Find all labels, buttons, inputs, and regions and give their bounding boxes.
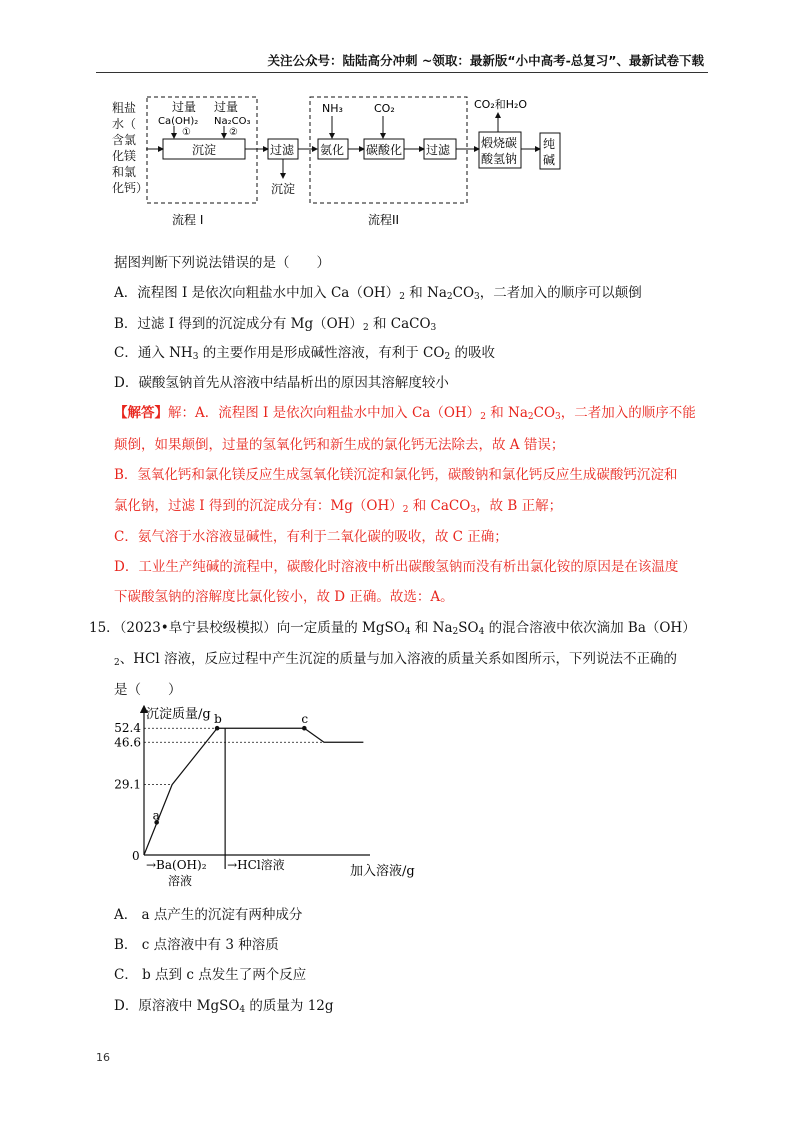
q14-answer-line-2: 颠倒，如果颠倒，过量的氢氧化钙和新生成的氯化钙无法除去，故 A 错误； — [114, 437, 565, 453]
q15-line-2: $_2$、HCl 溶液，反应过程中产生沉淀的质量与加入溶液的质量关系如图所示，下列说法不正确的 — [114, 651, 677, 668]
ammoniate-label: 氨化 — [320, 143, 345, 157]
point-label-b: b — [214, 712, 222, 727]
header-rule — [96, 72, 708, 73]
raw-label-3: 含氯 — [112, 133, 137, 147]
raw-material-label — [112, 100, 148, 195]
filter1-out-label: 沉淀 — [271, 182, 296, 196]
group2-label: 流程II — [368, 213, 400, 227]
raw-label-1: 粗盐 — [112, 101, 137, 115]
page-header: 关注公众号：陆陆高分冲刺 ~领取：最新版“小中高考-总复习”、最新试卷下载 — [267, 53, 704, 68]
precip-box-label: 沉淀 — [192, 143, 217, 157]
q14-answer-line-4: 氯化钠，过滤 I 得到的沉淀成分有：$Mg(OH)_2$ 和 CaCO$_3$，故 B 正解； — [114, 498, 563, 515]
q15-line-1: 15．（2023•阜宁县校级模拟）向一定质量的 MgSO$_4$ 和 $Na_2SO_4$ 的混合溶液中依次滴加 Ba（OH） — [89, 620, 696, 637]
step2-reagent: Na₂CO₃ — [214, 116, 251, 127]
precipitate-chart — [114, 700, 434, 890]
y-tick-label: 52.4 — [114, 721, 141, 736]
series-line — [144, 728, 363, 855]
page-number: 16 — [96, 1051, 110, 1064]
q15-option-a[interactable]: A． a 点产生的沉淀有两种成分 — [114, 907, 303, 923]
q14-option-d[interactable]: D．碳酸氢钠首先从溶液中结晶析出的原因其溶解度较小 — [114, 375, 449, 391]
filter2-label: 过滤 — [426, 143, 451, 157]
q15-option-c[interactable]: C． b 点到 c 点发生了两个反应 — [114, 967, 307, 983]
raw-label-2: 水（ — [112, 117, 137, 131]
segment-label-hcl: →HCl溶液 — [227, 858, 285, 872]
soda-label-1: 纯 — [543, 137, 556, 151]
q15-line-3: 是（ ） — [114, 682, 182, 698]
raw-label-4: 化镁 — [112, 149, 137, 163]
point-c — [302, 726, 307, 731]
step1-label: 过量 — [172, 100, 197, 114]
q14-option-c[interactable]: C．通入 $NH_3$ 的主要作用是形成碱性溶液，有利于 $CO_2$ 的吸收 — [114, 345, 495, 362]
y-axis-label: 沉淀质量/g — [146, 707, 211, 722]
q14-answer-line-5: C．氨气溶于水溶液显碱性，有利于二氧化碳的吸收，故 C 正确； — [114, 529, 508, 545]
calcine-label-2: 酸氢钠 — [481, 152, 518, 166]
products-label: CO₂和H₂O — [474, 98, 528, 111]
step1-num: ① — [182, 127, 191, 138]
q14-answer-line-3: B．氢氧化钙和氯化镁反应生成氢氧化镁沉淀和氯化钙，碳酸钠和氯化钙反应生成碳酸钙沉淀和 — [114, 467, 678, 483]
raw-label-6: 化钙） — [112, 181, 149, 195]
x-axis-label: 加入溶液/g — [350, 864, 415, 879]
segment-label-baoh: →Ba(OH)₂ — [146, 858, 207, 872]
step2-label: 过量 — [214, 100, 239, 114]
raw-label-5: 和氯 — [112, 165, 137, 179]
process-flowchart — [110, 92, 570, 232]
point-label-a: a — [152, 808, 160, 823]
q14-option-a[interactable]: A．流程图 I 是依次向粗盐水中加入 $Ca(OH)_2$ 和 $Na_2CO_3$，二者加入的顺序可以颠倒 — [114, 285, 642, 302]
point-b — [215, 726, 220, 731]
calcine-label-1: 煅烧碳 — [481, 136, 518, 150]
group1-label: 流程 I — [172, 213, 204, 227]
filter1-label: 过滤 — [270, 143, 295, 157]
q14-answer-line-1: 【解答】解：A．流程图 I 是依次向粗盐水中加入 $Ca(OH)_2$ 和 $Na_2CO_3$，二者加入的顺序不能 — [114, 405, 696, 422]
q15-option-d[interactable]: D．原溶液中 MgSO$_4$ 的质量为 12g — [114, 998, 334, 1015]
co2-label: CO₂ — [374, 102, 395, 115]
point-label-c: c — [301, 712, 309, 727]
q14-answer-line-6: D．工业生产纯碱的流程中，碳酸化时溶液中析出碳酸氢钠而没有析出氯化铵的原因是在该温度 — [114, 559, 679, 575]
carbonate-label: 碳酸化 — [366, 143, 403, 157]
y-tick-label: 29.1 — [114, 777, 141, 792]
nh3-label: NH₃ — [322, 102, 343, 115]
soda-label-2: 碱 — [543, 153, 556, 167]
answer-tag: 【解答】 — [114, 405, 168, 421]
q14-option-b[interactable]: B．过滤 I 得到的沉淀成分有 $Mg(OH)_2$ 和 CaCO$_3$ — [114, 316, 437, 333]
step1-reagent: Ca(OH)₂ — [158, 116, 199, 127]
q15-option-b[interactable]: B． c 点溶液中有 3 种溶质 — [114, 937, 279, 953]
y-tick-label: 46.6 — [114, 735, 141, 750]
q14-stem: 据图判断下列说法错误的是（ ） — [114, 255, 330, 271]
segment-label-solution: 溶液 — [168, 874, 193, 888]
origin-label: 0 — [132, 849, 140, 863]
q14-answer-line-7: 下碳酸氢钠的溶解度比氯化铵小，故 D 正确。故选：A。 — [114, 589, 454, 605]
step2-num: ② — [229, 127, 238, 138]
